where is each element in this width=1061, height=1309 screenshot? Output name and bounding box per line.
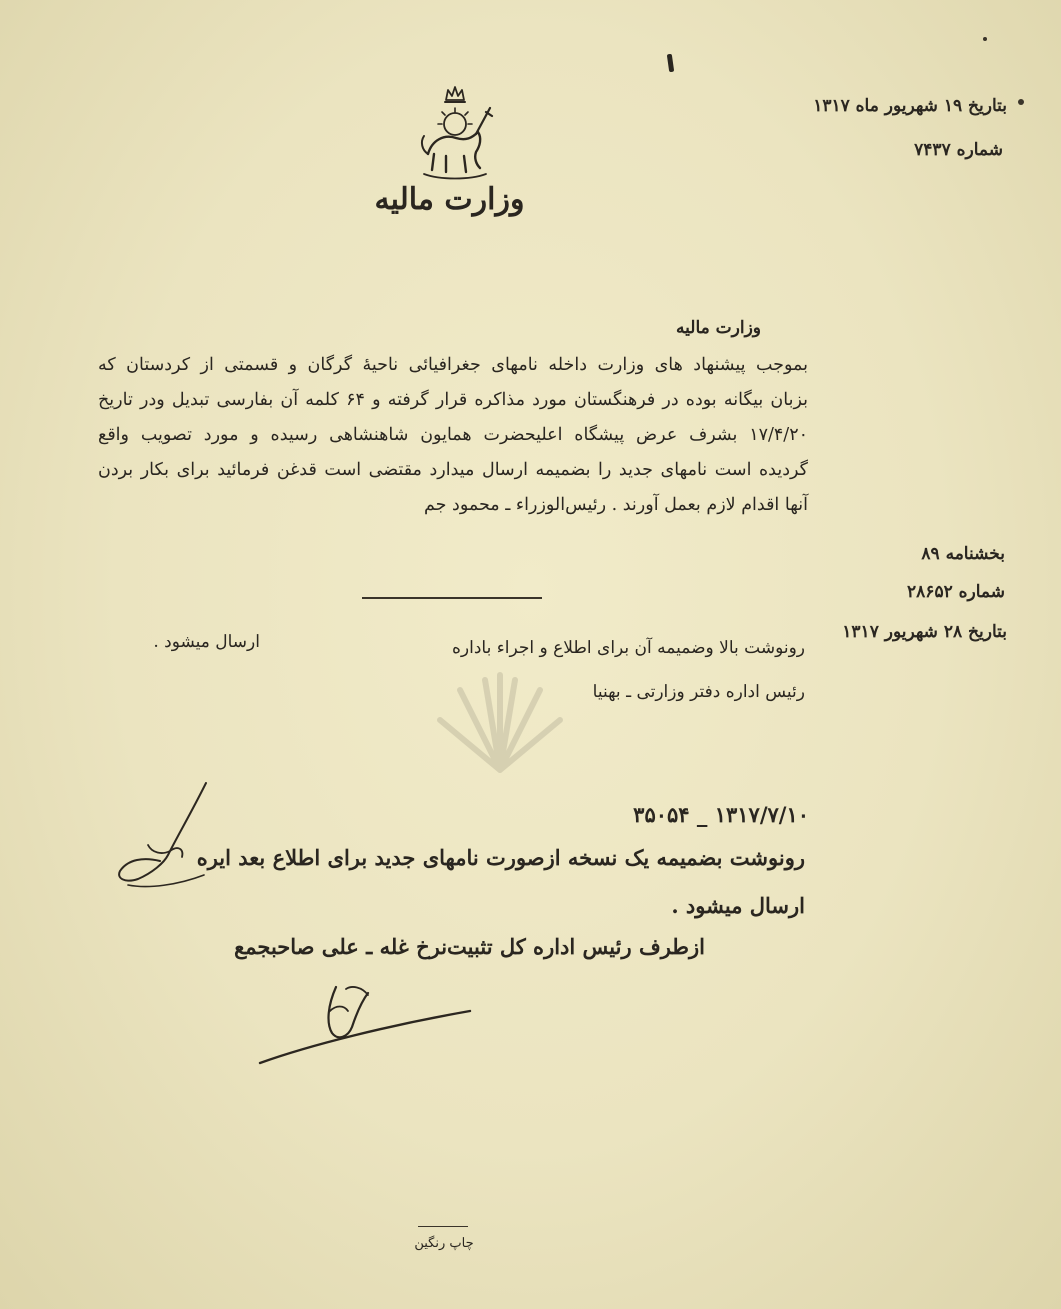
lion-and-sun-emblem-icon bbox=[410, 82, 500, 182]
print-mark: چاپ رنگین bbox=[414, 1236, 474, 1251]
body-line: بزبان بیگانه بوده در فرهنگستان مورد مذاکره قرار گرفته و ۶۴ کلمه آن بفارسی تبدیل ودر تاریخ bbox=[98, 390, 808, 410]
body-line: ۱۷/۴/۲۰ بشرف عرض پیشگاه اعلیحضرت همایون شاهنشاهی رسیده و مورد تصویب واقع bbox=[98, 425, 808, 445]
bullet-dot bbox=[1018, 99, 1024, 105]
typed-copy-line: رونوشت بضمیمه یک نسخه ازصورت نامهای جدید برای اطلاع بعد ایره bbox=[196, 845, 805, 870]
typed-from-line: ازطرف رئیس اداره کل تثبیت‌نرخ غله ـ علی صاحبجمع bbox=[234, 934, 705, 959]
body-line: بموجب پیشنهاد های وزارت داخله نامهای جغرافیائی ناحیهٔ گرگان و قسمتی از کردستان که bbox=[98, 355, 808, 375]
letter-body bbox=[98, 348, 808, 523]
forward-send-note: ارسال میشود . bbox=[153, 632, 260, 652]
forward-signature: رئیس اداره دفتر وزارتی ـ بهنیا bbox=[592, 682, 805, 702]
print-mark-rule bbox=[418, 1226, 468, 1227]
letter-addressee: وزارت مالیه bbox=[676, 318, 761, 338]
header-date: بتاریخ ۱۹ شهریور ماه ۱۳۱۷ bbox=[813, 96, 1007, 116]
forward-copy-line: رونوشت بالا وضمیمه آن برای اطلاع و اجراء باداره bbox=[452, 638, 805, 658]
handwritten-initial-icon bbox=[108, 775, 218, 905]
body-line: گردیده است نامهای جدید را بضمیمه ارسال میدارد مقتضی است قدغن فرمائید برای بکار بردن bbox=[98, 460, 808, 480]
watermark-icon bbox=[400, 660, 600, 780]
ministry-title: وزارت مالیه bbox=[374, 182, 525, 217]
body-line: آنها اقدام لازم بعمل آورند . رئیس‌الوزراء ـ محمود جم bbox=[424, 495, 808, 515]
header-number: شماره ۷۴۳۷ bbox=[914, 140, 1003, 160]
typed-reference: ۱۳۱۷/۷/۱۰ _ ۳۵۰۵۴ bbox=[633, 802, 809, 827]
ink-dot bbox=[983, 37, 987, 41]
side-number: شماره ۲۸۶۵۲ bbox=[907, 582, 1005, 602]
circular-number: بخشنامه ۸۹ bbox=[921, 544, 1005, 564]
handwritten-signature-icon bbox=[250, 975, 480, 1075]
ink-mark bbox=[667, 54, 674, 73]
side-date: بتاریخ ۲۸ شهریور ۱۳۱۷ bbox=[842, 622, 1007, 642]
typed-send-line: ارسال میشود . bbox=[671, 893, 805, 918]
separator-rule bbox=[362, 597, 542, 599]
